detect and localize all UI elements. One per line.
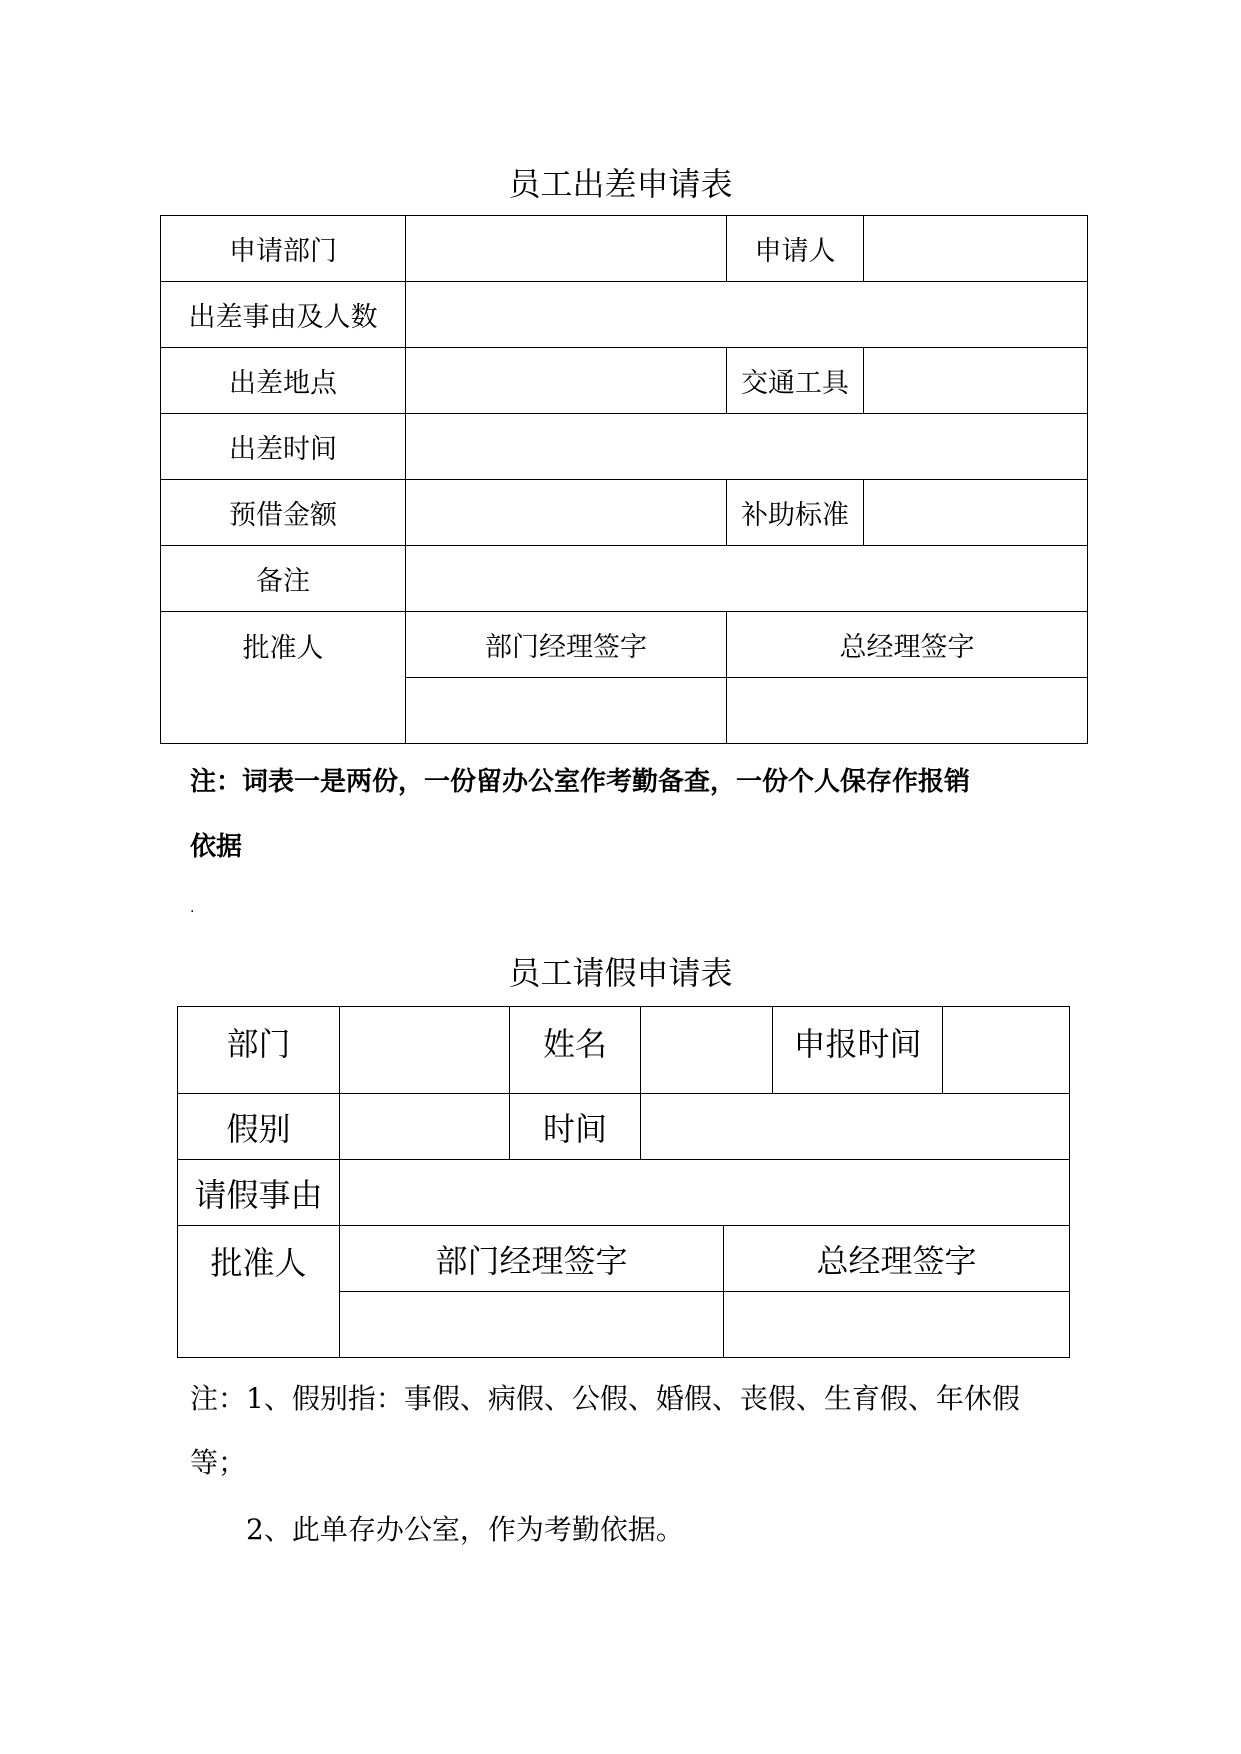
label-applicant: 申请人: [727, 216, 864, 282]
leave-reason-field[interactable]: [340, 1160, 1070, 1226]
dept-manager-signature-field[interactable]: [406, 678, 727, 744]
dept-manager-signature-field-2[interactable]: [340, 1292, 724, 1358]
name-field[interactable]: [641, 1007, 773, 1094]
label-dept-manager-signature: 部门经理签字: [406, 612, 727, 678]
apply-dept-field[interactable]: [406, 216, 727, 282]
business-trip-form: [160, 215, 1088, 744]
label-dept: 部门: [178, 1007, 340, 1094]
allowance-standard-field[interactable]: [864, 480, 1088, 546]
label-leave-reason: 请假事由: [178, 1160, 340, 1226]
form1-note-line1: 注：词表一是两份，一份留办公室作考勤备查，一份个人保存作报销: [190, 767, 971, 797]
label-report-time: 申报时间: [773, 1007, 943, 1094]
label-remarks: 备注: [161, 546, 406, 612]
label-leave-type: 假别: [178, 1094, 340, 1160]
label-dept-manager-signature-2: 部门经理签字: [340, 1226, 724, 1292]
label-allowance-standard: 补助标准: [727, 480, 864, 546]
gm-signature-field[interactable]: [727, 678, 1088, 744]
label-name: 姓名: [510, 1007, 641, 1094]
trip-time-field[interactable]: [406, 414, 1088, 480]
form1-note-line2: 依据: [190, 832, 243, 862]
applicant-field[interactable]: [864, 216, 1088, 282]
form2-note2: 2、此单存办公室，作为考勤依据。: [246, 1513, 684, 1546]
label-approver-2: 批准人: [178, 1226, 340, 1358]
label-approver: 批准人: [161, 612, 406, 744]
label-advance-amount: 预借金额: [161, 480, 406, 546]
advance-amount-field[interactable]: [406, 480, 727, 546]
label-trip-location: 出差地点: [161, 348, 406, 414]
report-time-field[interactable]: [943, 1007, 1070, 1094]
label-gm-signature: 总经理签字: [727, 612, 1088, 678]
trip-location-field[interactable]: [406, 348, 727, 414]
form2-note1-line1: 注：1、假别指：事假、病假、公假、婚假、丧假、生育假、年休假: [190, 1382, 1020, 1415]
gm-signature-field-2[interactable]: [724, 1292, 1070, 1358]
transport-field[interactable]: [864, 348, 1088, 414]
form2-note1-line2: 等；: [190, 1446, 247, 1479]
label-gm-signature-2: 总经理签字: [724, 1226, 1070, 1292]
label-apply-dept: 申请部门: [161, 216, 406, 282]
dept-field[interactable]: [340, 1007, 510, 1094]
time-field[interactable]: [641, 1094, 1070, 1160]
trip-reason-field[interactable]: [406, 282, 1088, 348]
remarks-field[interactable]: [406, 546, 1088, 612]
leave-request-form: [177, 1006, 1070, 1358]
label-trip-time: 出差时间: [161, 414, 406, 480]
form2-title: 员工请假申请表: [508, 954, 733, 992]
label-trip-reason: 出差事由及人数: [161, 282, 406, 348]
form1-title: 员工出差申请表: [508, 165, 733, 203]
label-transport: 交通工具: [727, 348, 864, 414]
leave-type-field[interactable]: [340, 1094, 510, 1160]
separator-dot: .: [190, 900, 195, 916]
label-time: 时间: [510, 1094, 641, 1160]
